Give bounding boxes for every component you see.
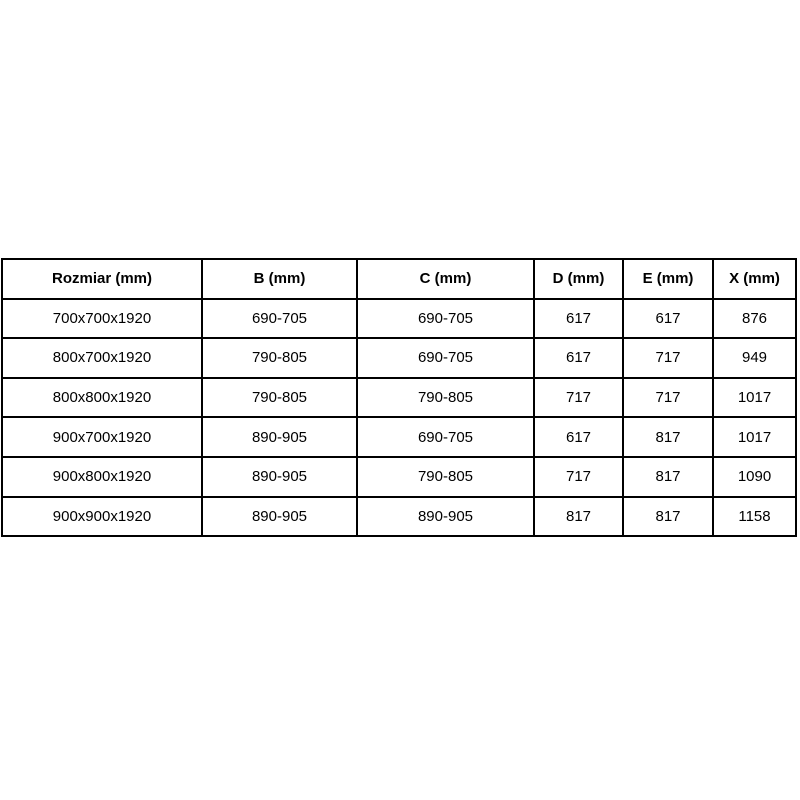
table-cell-r4-c3: 717 (534, 457, 623, 497)
table-row-4 (2, 457, 796, 497)
table-cell-r5-c3: 817 (534, 497, 623, 537)
table-cell-r5-c2: 890-905 (357, 497, 534, 537)
table-cell-r1-c1: 790-805 (202, 338, 357, 378)
column-header-0: Rozmiar (mm) (2, 259, 202, 299)
table-cell-r3-c0: 900x700x1920 (2, 417, 202, 457)
column-header-2: C (mm) (357, 259, 534, 299)
column-header-5: X (mm) (713, 259, 796, 299)
table-row-1 (2, 338, 796, 378)
table-row-5 (2, 497, 796, 537)
table-cell-r0-c5: 876 (713, 299, 796, 339)
column-header-3: D (mm) (534, 259, 623, 299)
table-cell-r4-c0: 900x800x1920 (2, 457, 202, 497)
table-cell-r0-c2: 690-705 (357, 299, 534, 339)
table-cell-r2-c0: 800x800x1920 (2, 378, 202, 418)
table-cell-r0-c4: 617 (623, 299, 713, 339)
table-cell-r2-c1: 790-805 (202, 378, 357, 418)
table-cell-r0-c1: 690-705 (202, 299, 357, 339)
table-cell-r3-c3: 617 (534, 417, 623, 457)
table-row-3 (2, 417, 796, 457)
table-cell-r3-c2: 690-705 (357, 417, 534, 457)
table-cell-r5-c5: 1158 (713, 497, 796, 537)
table-cell-r5-c0: 900x900x1920 (2, 497, 202, 537)
table-cell-r1-c0: 800x700x1920 (2, 338, 202, 378)
table-cell-r5-c4: 817 (623, 497, 713, 537)
table-cell-r4-c4: 817 (623, 457, 713, 497)
dimensions-table (1, 258, 797, 537)
table-cell-r0-c0: 700x700x1920 (2, 299, 202, 339)
table-cell-r3-c5: 1017 (713, 417, 796, 457)
table-cell-r4-c5: 1090 (713, 457, 796, 497)
table-cell-r2-c4: 717 (623, 378, 713, 418)
table-cell-r5-c1: 890-905 (202, 497, 357, 537)
table-cell-r2-c2: 790-805 (357, 378, 534, 418)
dimensions-table-container (1, 258, 796, 537)
table-cell-r4-c2: 790-805 (357, 457, 534, 497)
table-cell-r0-c3: 617 (534, 299, 623, 339)
table-row-2 (2, 378, 796, 418)
column-header-1: B (mm) (202, 259, 357, 299)
table-body (2, 299, 796, 537)
table-cell-r1-c4: 717 (623, 338, 713, 378)
table-cell-r1-c2: 690-705 (357, 338, 534, 378)
table-cell-r3-c4: 817 (623, 417, 713, 457)
table-cell-r1-c5: 949 (713, 338, 796, 378)
column-header-4: E (mm) (623, 259, 713, 299)
table-row-0 (2, 299, 796, 339)
table-cell-r2-c5: 1017 (713, 378, 796, 418)
table-cell-r4-c1: 890-905 (202, 457, 357, 497)
table-cell-r1-c3: 617 (534, 338, 623, 378)
header-row (2, 259, 796, 299)
table-cell-r3-c1: 890-905 (202, 417, 357, 457)
table-cell-r2-c3: 717 (534, 378, 623, 418)
